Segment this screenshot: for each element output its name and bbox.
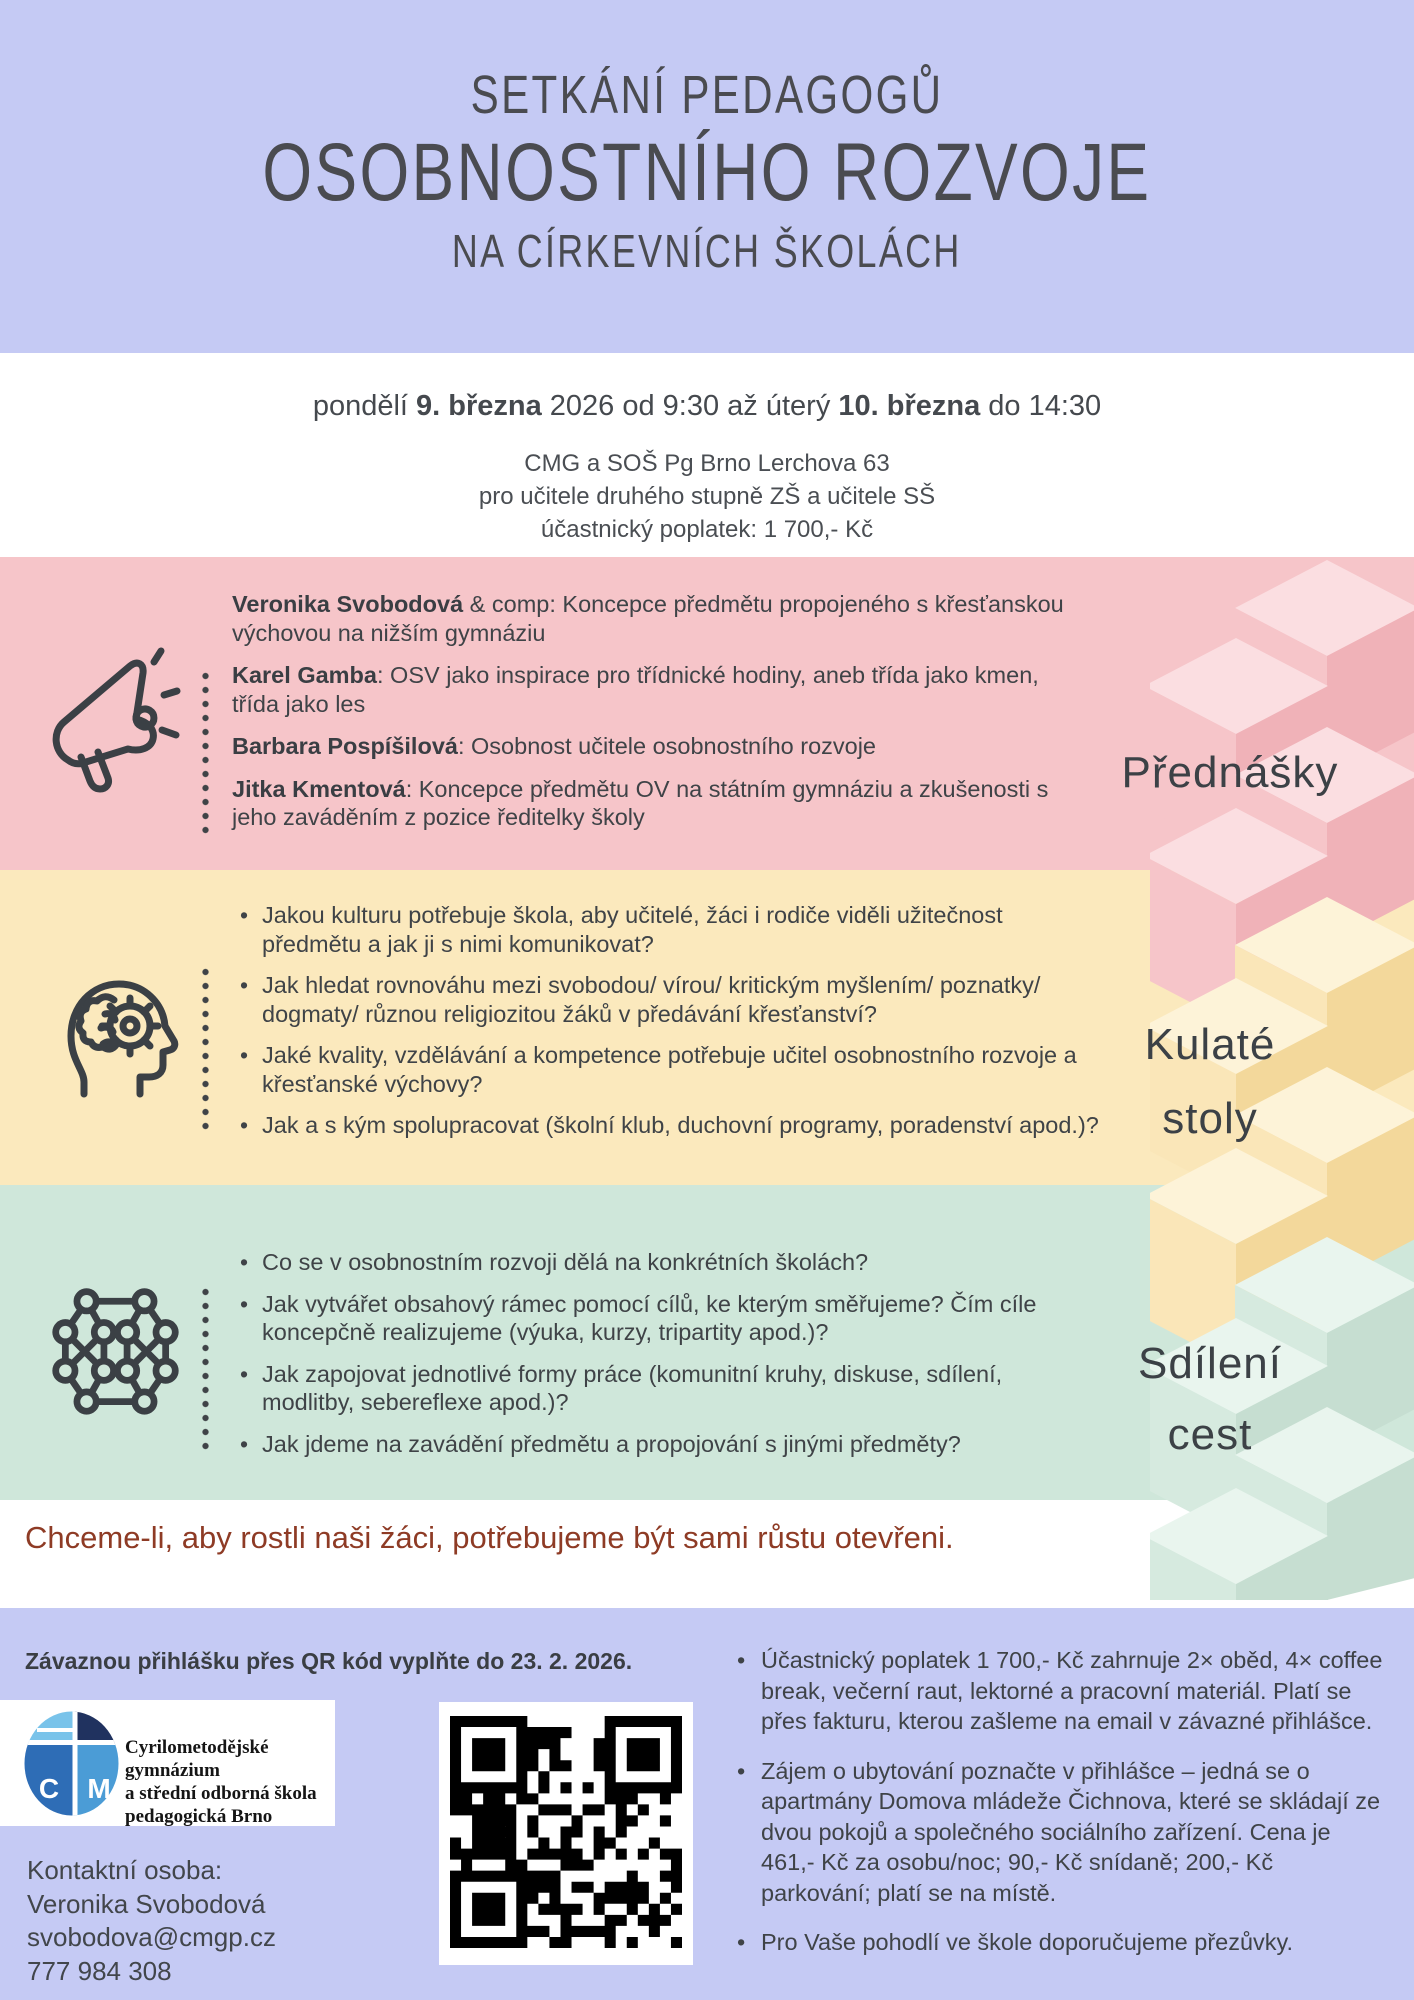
svg-text:M: M (87, 1773, 111, 1804)
event-audience: pro učitele druhého stupně ZŠ a učitele SŠ (478, 483, 936, 510)
megaphone-icon (42, 640, 197, 795)
event-venue: CMG a SOŠ Pg Brno Lerchova 63 (524, 450, 890, 477)
list-item: • Jak hledat rovnováhu mezi svobodou/ vírou/ kritickým myšlením/ poznatky/ dogmaty/ různou religiozitou žáků v předávání křesťanství? (240, 972, 1041, 1027)
contact-label: Kontaktní osoba: (27, 1855, 223, 1885)
dotted-divider-lectures (202, 672, 209, 840)
contact-phone: 777 984 308 (27, 1955, 172, 1986)
lectures-list (232, 590, 1077, 846)
dotted-divider-roundtables (202, 968, 209, 1136)
bullet-dot: • (240, 1249, 249, 1275)
poster-title: OSOBNOSTNÍHO ROZVOJE (262, 127, 1152, 218)
bullet-dot: • (240, 1430, 249, 1457)
cm-logo-icon (15, 1706, 128, 1821)
network-icon (48, 1282, 183, 1417)
contact-block (27, 1854, 327, 1988)
qr-code-pattern (450, 1716, 682, 1948)
list-item: • Účastnický poplatek 1 700,- Kč zahrnuje 2× oběd, 4× coffee break, večerní raut, lektorné a pracovní materiál. Platí se přes fakturu, kterou zašleme na email v závazné přihlášce. (737, 1645, 1387, 1737)
label-sharing: Sdílení cest (1138, 1339, 1282, 1459)
sharing-list (240, 1248, 1100, 1471)
event-fee: účastnický poplatek: 1 700,- Kč (540, 516, 874, 543)
list-item: • Jakou kulturu potřebuje škola, aby učitelé, žáci i rodiče viděli užitečnost předmětu a jak ji s nimi komunikovat? (240, 902, 1003, 957)
dotted-divider-sharing (202, 1288, 209, 1456)
label-roundtables: Kulaté stoly (1144, 1020, 1276, 1143)
tagline: Chceme-li, aby rostli naši žáci, potřebujeme být sami růstu otevřeni. (25, 1520, 954, 1555)
list-item: • Jaké kvality, vzdělávání a kompetence potřebuje učitel osobnostního rozvoje a křesťanské výchovy? (240, 1042, 1077, 1097)
list-item: • Jak vytvářet obsahový rámec pomocí cílů, ke kterým směřujeme? Čím cíle koncepčně realizujeme (výuka, kurzy, tripartity apod.)? (240, 1290, 1037, 1345)
qr-code (439, 1702, 693, 1965)
bullet-dot: • (240, 972, 249, 998)
bullet-dot: • (737, 1929, 746, 1955)
bullet-dot: • (240, 1360, 249, 1387)
bullet-dot: • (737, 1647, 746, 1673)
bullet-dot: • (240, 902, 249, 928)
date-start: 9. března (416, 390, 542, 422)
school-logo (0, 1700, 335, 1826)
poster-supertitle: SETKÁNÍ PEDAGOGŮ (470, 65, 944, 125)
list-item: • Jak jdeme na zavádění předmětu a propojování s jinými předměty? (240, 1430, 961, 1457)
school-name: Cyrilometodějské gymnázium a střední odborná škola pedagogická Brno (125, 1737, 317, 1827)
contact-email: svobodova@cmgp.cz (27, 1922, 276, 1952)
event-info (0, 447, 1414, 546)
list-item: • Zájem o ubytování poznačte v přihlášce – jedná se o apartmány Domova mládeže Čichnova, které se skládají ze dvou pokojů a společného sociálního zařízení. Cena je 461,- Kč za osobu/noc; 90,- Kč snídaně; 200,- Kč parkování; platí se na místě. (737, 1756, 1387, 1909)
bullet-dot: • (240, 1112, 249, 1138)
date-end: 10. března (838, 390, 981, 422)
footer-notes (737, 1645, 1387, 1977)
roundtables-list (240, 901, 1100, 1153)
brain-gear-head-icon (48, 962, 188, 1102)
list-item: • Jak a s kým spolupracovat (školní klub, duchovní programy, poradenství apod.)? (240, 1112, 1099, 1138)
list-item: • Jak zapojovat jednotlivé formy práce (komunitní kruhy, diskuse, sdílení, modlitby, sebereflexe apod.)? (240, 1360, 1003, 1415)
poster-subtitle: NA CÍRKEVNÍCH ŠKOLÁCH (452, 225, 962, 277)
contact-name: Veronika Svobodová (27, 1888, 266, 1919)
list-item: • Co se v osobnostním rozvoji dělá na konkrétních školách? (240, 1249, 869, 1275)
event-date-line: pondělí 9. března 2026 od 9:30 až úterý 10. března do 14:30 (312, 390, 1102, 422)
speaker-item: Jitka Kmentová: Koncepce předmětu OV na státním gymnáziu a zkušenosti s jeho zaváděním z pozice ředitelky školy (232, 775, 1049, 830)
speaker-item: Karel Gamba: OSV jako inspirace pro třídnické hodiny, aneb třída jako kmen, třída jako les (232, 662, 1039, 717)
svg-text:C: C (38, 1773, 60, 1804)
signup-heading: Závaznou přihlášku přes QR kód vyplňte do 23. 2. 2026. (25, 1648, 633, 1674)
bullet-dot: • (240, 1042, 249, 1068)
label-lectures: Přednášky (1121, 748, 1339, 797)
bullet-dot: • (240, 1290, 249, 1317)
bullet-dot: • (737, 1757, 746, 1784)
list-item: • Pro Vaše pohodlí ve škole doporučujeme přezůvky. (737, 1927, 1387, 1958)
speaker-item: Veronika Svobodová & comp: Koncepce předmětu propojeného s křesťanskou výchovou na nižším gymnáziu (232, 591, 1064, 646)
speaker-item: Barbara Pospíšilová: Osobnost učitele osobnostního rozvoje (232, 733, 877, 759)
